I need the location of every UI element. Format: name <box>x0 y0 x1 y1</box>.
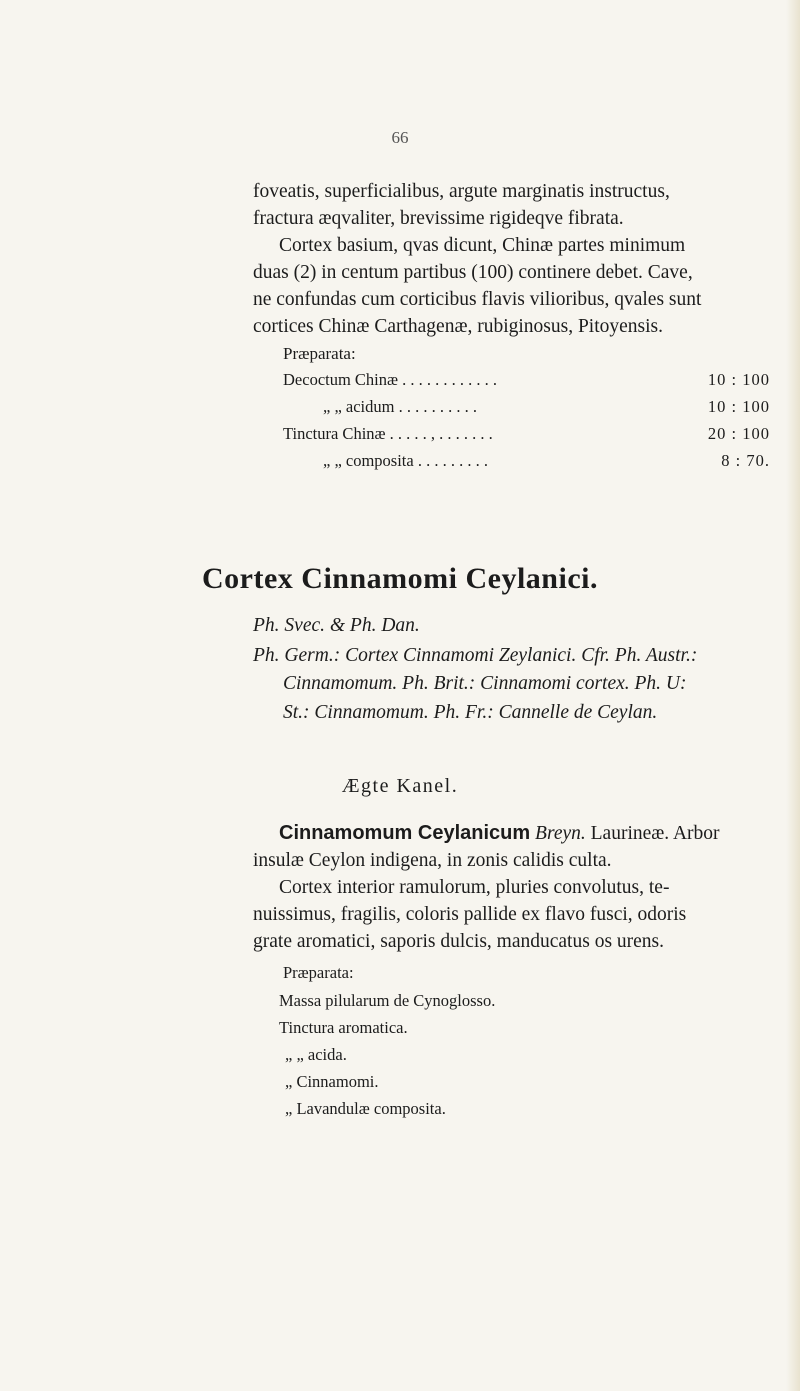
text-line: fractura æqvaliter, brevissime rigideqve fibrata. <box>253 208 624 229</box>
section-heading: Cortex Cinnamomi Ceylanici. <box>202 562 598 595</box>
preparation-name: Tinctura Chinæ . . . . . , . . . . . . . <box>283 424 493 443</box>
preparata-label: Præparata: <box>283 344 356 363</box>
preparation-item: „ Cinnamomi. <box>285 1072 379 1091</box>
preparation-row <box>283 424 770 448</box>
danish-name: Ægte Kanel. <box>341 775 459 797</box>
text-line: Cortex interior ramulorum, pluries convolutus, te- <box>279 877 670 898</box>
preparation-row <box>283 397 770 421</box>
author-abbreviation: Breyn. <box>535 823 586 844</box>
preparation-name: „ „ composita . . . . . . . . . <box>323 451 488 470</box>
preparation-item: „ Lavandulæ composita. <box>285 1099 446 1118</box>
latin-species-name: Cinnamomum Ceylanicum <box>279 822 531 844</box>
page-edge-shadow <box>786 0 800 1391</box>
text-line: nuissimus, fragilis, coloris pallide ex flavo fusci, odoris <box>253 904 687 925</box>
preparation-row <box>283 370 770 394</box>
text-line: Cortex basium, qvas dicunt, Chinæ partes minimum <box>279 235 686 256</box>
pharmacopoeia-line: Cinnamomum. Ph. Brit.: Cinnamomi cortex. Ph. U: <box>283 673 687 694</box>
text-line: grate aromatici, saporis dulcis, manducatus os urens. <box>253 931 665 952</box>
paragraph-cinnamon-description <box>253 820 783 955</box>
text-line: foveatis, superficialibus, argute marginatis instructus, <box>253 181 670 202</box>
preparation-ratio: 20 : 100 <box>707 424 770 443</box>
paragraph-quinine-bark <box>253 178 783 340</box>
text-line: ne confundas cum corticibus flavis vilioribus, qvales sunt <box>253 289 702 310</box>
preparation-item: „ „ acida. <box>285 1045 347 1064</box>
preparation-ratio: 10 : 100 <box>707 397 770 416</box>
text-line: insulæ Ceylon indigena, in zonis calidis culta. <box>253 850 612 871</box>
page-number: 66 <box>391 128 409 147</box>
pharmacopoeia-line: St.: Cinnamomum. Ph. Fr.: Cannelle de Ceylan. <box>283 702 658 723</box>
preparation-name: Decoctum Chinæ . . . . . . . . . . . . <box>283 370 498 389</box>
pharmacopoeia-line: Ph. Svec. & Ph. Dan. <box>253 615 420 636</box>
preparation-item: Tinctura aromatica. <box>279 1018 408 1037</box>
family-text: Laurineæ. Arbor <box>590 823 720 844</box>
preparata-label: Præparata: <box>283 963 354 982</box>
preparation-item: Massa pilularum de Cynoglosso. <box>279 991 496 1010</box>
text-line: duas (2) in centum partibus (100) continere debet. Cave, <box>253 262 693 283</box>
preparation-ratio: 10 : 100 <box>707 370 770 389</box>
text-line: cortices Chinæ Carthagenæ, rubiginosus, Pitoyensis. <box>253 316 664 337</box>
preparation-name: „ „ acidum . . . . . . . . . . <box>323 397 477 416</box>
preparation-row <box>283 451 770 475</box>
preparation-ratio: 8 : 70. <box>721 451 770 470</box>
pharmacopoeia-line: Ph. Germ.: Cortex Cinnamomi Zeylanici. Cfr. Ph. Austr.: <box>253 645 698 666</box>
species-line <box>253 820 783 847</box>
